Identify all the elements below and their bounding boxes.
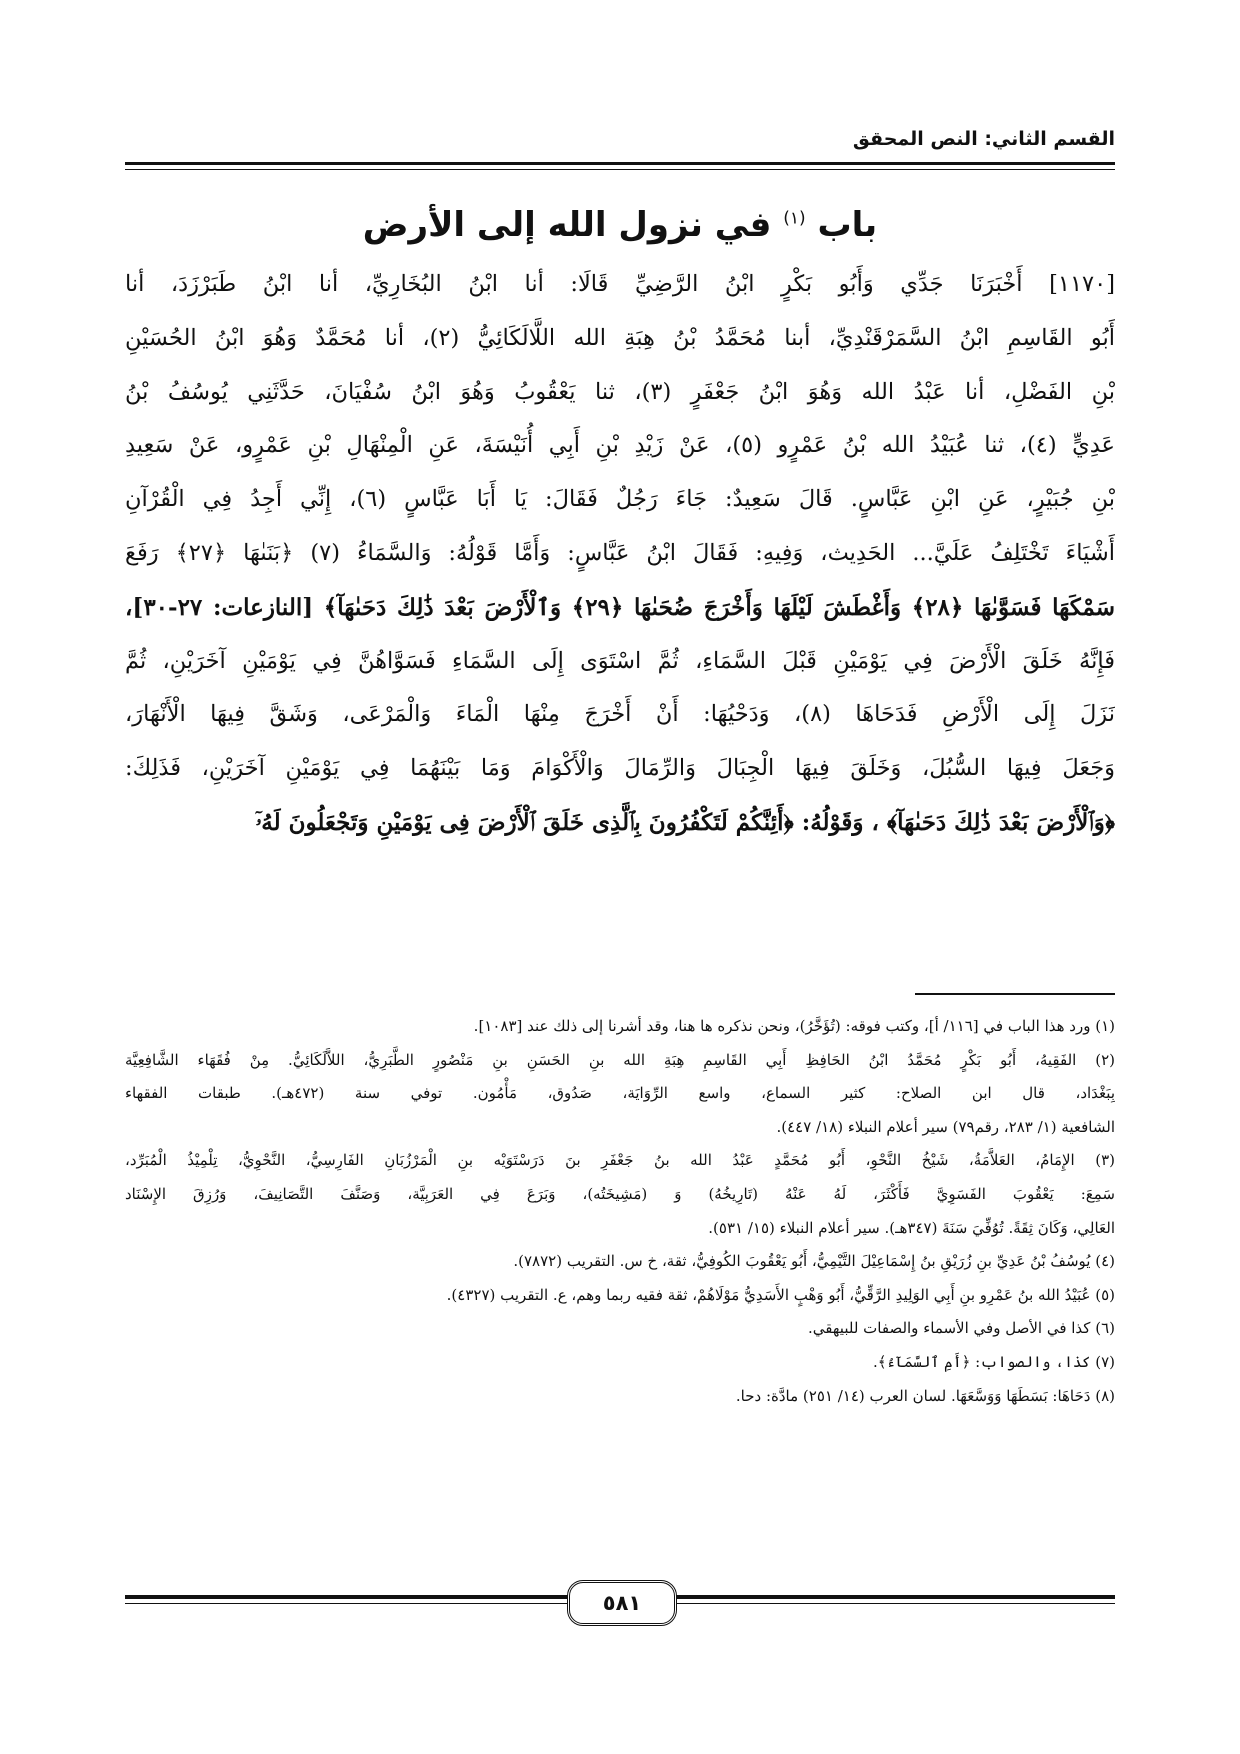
- chapter-footnote-mark: (١): [783, 208, 806, 229]
- running-header: القسم الثاني: النص المحقق: [852, 128, 1115, 150]
- page-number: ٥٨١: [567, 1580, 677, 1626]
- text-line: فَإِنَّهُ خَلَقَ الْأَرْضَ فِي يَوْمَيْنِ قَبْلَ السَّمَاءِ، ثُمَّ اسْتَوَى إِلَى السَّمَاءِ فَسَوَّاهُنَّ فِي يَوْمَيْنِ آخَرَيْنِ، ثُمَّ: [125, 647, 1115, 674]
- text-line: أَبُو القَاسِمِ ابْنُ السَّمَرْقَنْدِيِّ، أبنا مُحَمَّدُ بْنُ هِبَةِ الله اللَّالَكَائِيُّ (٢)، أنا مُحَمَّدٌ وَهُوَ ابْنُ الحُسَيْنِ: [125, 324, 1115, 351]
- quran-verse-line: ﴿وَٱلْأَرْضَ بَعْدَ ذَٰلِكَ دَحَىٰهَآ﴾ ، وَقَوْلُهُ: ﴿أَئِنَّكُمْ لَتَكْفُرُونَ بِٱلَّذِى خَلَقَ ٱلْأَرْضَ فِى يَوْمَيْنِ وَتَجْعَلُونَ لَهُۥٓ: [255, 808, 1115, 836]
- footnote-line: (٧) كذا، والصواب: ﴿أَمِ ٱلسَّمَآءُ﴾.: [872, 1352, 1115, 1371]
- footnote-line: (١) ورد هذا الباب في [١١٦/ أ]، وكتب فوقه: (تُؤَخَّرُ)، ونحن نذكره ها هنا، وقد أشرنا إلى ذلك عند [١٠٨٣].: [473, 1017, 1115, 1035]
- footnote-line: (٨) دَحَاهَا: بَسَطَهَا وَوَسَّعَهَا. لسان العرب (١٤/ ٢٥١) مادَّة: دحا.: [735, 1386, 1115, 1405]
- quran-verse-line: سَمْكَهَا فَسَوَّىٰهَا ﴿٢٨﴾ وَأَغْطَشَ لَيْلَهَا وَأَخْرَجَ ضُحَىٰهَا ﴿٢٩﴾ وَٱلْأَرْضَ بَعْدَ ذَٰلِكَ دَحَىٰهَآ﴾ [النازعات: ٢٧-٣٠]،: [125, 593, 1115, 621]
- footnote-separator: [915, 993, 1115, 995]
- text-line: نَزَلَ إِلَى الْأَرْضِ فَدَحَاهَا (٨)، وَدَحْيُهَا: أَنْ أَخْرَجَ مِنْهَا الْمَاءَ وَالْمَرْعَى، وَشَقَّ فِيهَا الْأَنْهَارَ،: [125, 701, 1115, 728]
- footnote-line: بِبَغْدَاد، قال ابن الصلاح: كثير السماع، واسع الرِّوَايَة، صَدُوق، مَأْمُون. توفي سنة (٤٧٢هـ). طبقات الفقهاء: [125, 1084, 1115, 1103]
- footnotes: [125, 1010, 1115, 1413]
- chapter-title: [125, 205, 1115, 245]
- chapter-title-word: باب: [817, 205, 878, 245]
- main-text: [125, 258, 1115, 850]
- footnote-line: (٢) الفَقِيهُ، أَبُو بَكْرٍ مُحَمَّدُ ابْنُ الحَافِظِ أَبِي القَاسِمِ هِبَةِ الله بنِ الحَسَنِ بنِ مَنْصُورٍ الطَّبَرِيُّ، اللاَّلَكَائِيُّ. مِنْ فُقَهَاء الشَّافِعِيَّة: [125, 1050, 1115, 1069]
- footnote-line: (٣) الإِمَامُ، العَلاَّمَةُ، شَيْخُ النَّحْوِ، أَبُو مُحَمَّدٍ عَبْدُ الله بنُ جَعْفَرِ بنَ دَرَسْتَوَيْه بنِ الْمَرْزُبَانِ الفَارِسِيُّ، النَّحْوِيُّ، تِلْمِيْذُ الْمُبَرِّد،: [125, 1151, 1115, 1170]
- text-line: بْنِ جُبَيْرٍ، عَنِ ابْنِ عَبَّاسٍ. قَالَ سَعِيدٌ: جَاءَ رَجُلٌ فَقَالَ: يَا أَبَا عَبَّاسٍ (٦)، إِنِّي أَجِدُ فِي الْقُرْآنِ: [125, 486, 1115, 513]
- footnote-line: سَمِعَ: يَعْقُوبَ الفَسَوِيَّ فَأَكْثَرَ، لَهُ عَنْهُ (تَارِيخُهُ) وَ (مَشِيخَتُه)، وَبَرَعَ فِي العَرَبِيَّة، وَصَنَّفَ التَّصَانِيفَ، وَرُزِقَ الإِسْنَاد: [125, 1184, 1115, 1203]
- footnote-line: العَالِي، وَكَانَ ثِقَةً. تُوُفِّيَ سَنَةَ (٣٤٧هـ). سير أعلام النبلاء (١٥/ ٥٣١).: [708, 1218, 1115, 1237]
- text-line: بْنِ الفَضْلِ، أنا عَبْدُ الله وَهُوَ ابْنُ جَعْفَرٍ (٣)، ثنا يَعْقُوبُ وَهُوَ ابْنُ سُفْيَانَ، حَدَّثَنِي يُوسُفُ بْنُ: [125, 378, 1115, 405]
- footnote-line: (٦) كذا في الأصل وفي الأسماء والصفات للبيهقي.: [808, 1319, 1115, 1338]
- footnote-line: (٥) عُبَيْدُ الله بنُ عَمْرِو بنِ أَبِي الوَلِيدِ الرَّقِّيُّ، أَبُو وَهْبٍ الأَسَدِيُّ مَوْلَاهُمْ، ثقة فقيه ربما وهم، ع. التقريب (٤٣٢٧).: [446, 1285, 1115, 1304]
- text-line: وَجَعَلَ فِيهَا السُّبُلَ، وَخَلَقَ فِيهَا الْجِبَالَ وَالرِّمَالَ وَالْأَكْوَامَ وَمَا بَيْنَهُمَا فِي يَوْمَيْنِ آخَرَيْنِ، فَذَلِكَ:: [125, 755, 1115, 782]
- text-line: [١١٧٠] أَخْبَرَنَا جَدِّي وَأَبُو بَكْرٍ ابْنُ الرَّضِيِّ قَالَا: أنا ابْنُ البُخَارِيِّ، أنا ابْنُ طَبَرْزَدَ، أنا: [125, 271, 1115, 297]
- footnote-line: الشافعية (١/ ٢٨٣، رقم٧٩) سير أعلام النبلاء (١٨/ ٤٤٧).: [776, 1117, 1115, 1136]
- text-line: عَدِيٍّ (٤)، ثنا عُبَيْدُ الله بْنُ عَمْرٍو (٥)، عَنْ زَيْدِ بْنِ أَبِي أُنَيْسَةَ، عَنِ الْمِنْهَالِ بْنِ عَمْرٍو، عَنْ سَعِيدِ: [125, 432, 1115, 459]
- chapter-title-rest: في نزول الله إلى الأرض: [362, 205, 772, 245]
- header-rule: [125, 162, 1115, 165]
- header-rule-thin: [125, 169, 1115, 170]
- text-line: أَشْيَاءَ تَخْتَلِفُ عَلَيَّ... الحَدِيث، وَفِيهِ: فَقَالَ ابْنُ عَبَّاسٍ: وَأَمَّا قَوْلُهُ: وَالسَّمَاءُ (٧) ﴿بَنَىٰهَا ﴿٢٧﴾ رَفَعَ: [125, 539, 1115, 566]
- footnote-line: (٤) يُوسُفُ بْنُ عَدِيِّ بنِ زُرَيْقِ بنُ إِسْمَاعِيْلَ التَّيْمِيُّ، أَبُو يَعْقُوبَ الكُوفِيُّ، ثقة، خ س. التقريب (٧٨٧٢).: [513, 1252, 1115, 1271]
